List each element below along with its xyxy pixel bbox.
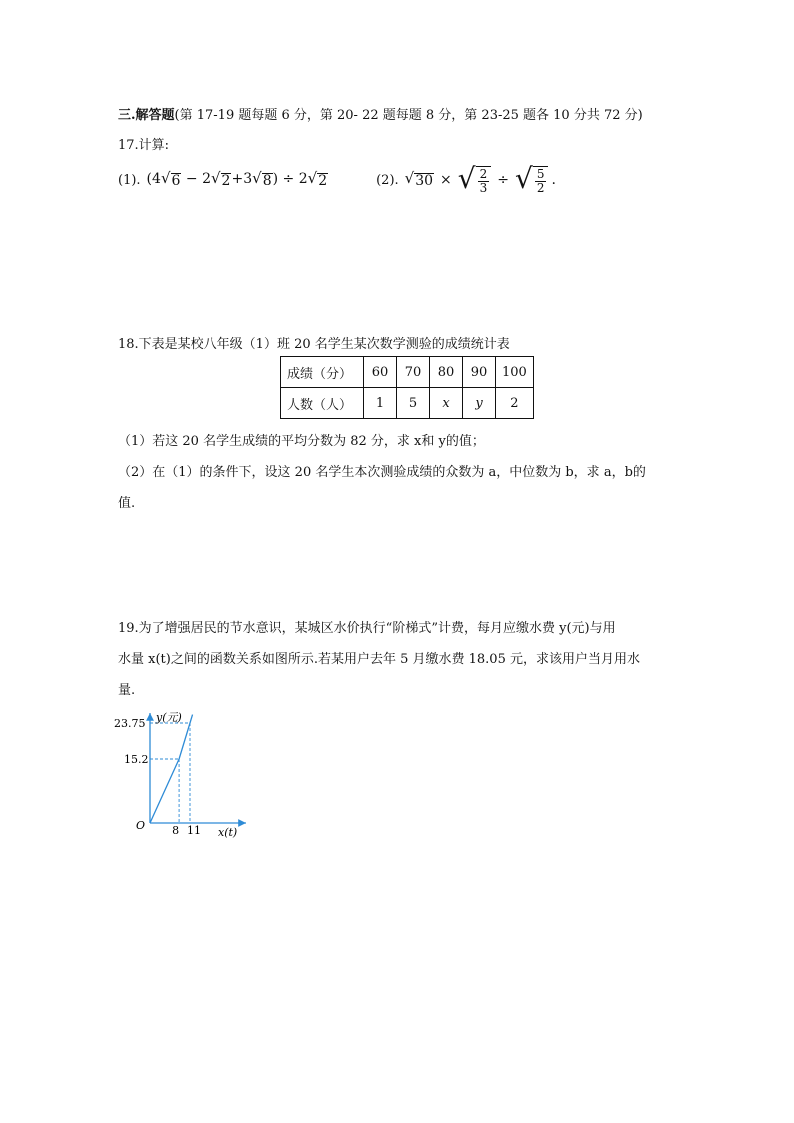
q18-part2: （2）在（1）的条件下，设这 20 名学生本次测验成绩的众数为 a，中位数为 b，求 a，b的 bbox=[118, 465, 646, 480]
x-axis-label: x(t) bbox=[218, 826, 238, 839]
q19-line2: 水量 x(t)之间的函数关系如图所示.若某用户去年 5 月缴水费 18.05 元，求该用户当月用水 bbox=[118, 652, 640, 667]
table-cell: 5 bbox=[397, 388, 430, 419]
q17-part1-expression: (4 √ 6 − 2 √ 2 +3 √ 8 ) ÷ 2 √ 2 bbox=[146, 168, 328, 189]
section-heading bbox=[118, 104, 643, 123]
x-tick-label: 11 bbox=[187, 824, 201, 837]
water-fee-graph bbox=[110, 705, 250, 845]
table-cell: x bbox=[430, 388, 463, 419]
table-header-cell: 成绩（分） bbox=[281, 357, 364, 388]
q18-title: 18.下表是某校八年级（1）班 20 名学生某次数学测验的成绩统计表 bbox=[118, 337, 510, 352]
table-header-cell: 人数（人） bbox=[281, 388, 364, 419]
score-table bbox=[280, 356, 534, 419]
x-tick-label: 8 bbox=[172, 824, 180, 837]
table-row bbox=[281, 357, 534, 388]
table-cell: 70 bbox=[397, 357, 430, 388]
q19-line3: 量. bbox=[118, 683, 136, 698]
table-cell: 60 bbox=[364, 357, 397, 388]
q17-title: 17.计算: bbox=[118, 138, 170, 153]
q19-line1: 19.为了增强居民的节水意识，某城区水价执行“阶梯式”计费，每月应缴水费 y(元)与用 bbox=[118, 621, 616, 636]
y-tick-label: 23.75 bbox=[114, 717, 146, 730]
table-cell: 80 bbox=[430, 357, 463, 388]
guide-lines bbox=[150, 723, 190, 823]
y-tick-label: 15.2 bbox=[124, 753, 149, 766]
q17-part2-expression: √ 30 × √ $\frac{2}{3}$ ÷ √ $\frac{5}{2}$ . bbox=[404, 161, 556, 195]
fee-line bbox=[150, 715, 193, 823]
section-title: 三.解答题 bbox=[118, 108, 175, 123]
q17-part2-label: (2). bbox=[376, 172, 399, 188]
q17-part1-label: (1). bbox=[118, 172, 141, 188]
table-cell: 2 bbox=[496, 388, 534, 419]
table-cell: 90 bbox=[463, 357, 496, 388]
y-axis-label: y(元) bbox=[156, 711, 182, 724]
q18-part1: （1）若这 20 名学生成绩的平均分数为 82 分，求 x和 y的值； bbox=[118, 434, 485, 449]
section-note: (第 17-19 题每题 6 分，第 20- 22 题每题 8 分，第 23-25 题各 10 分共 72 分) bbox=[174, 108, 643, 123]
q18-part2-continued: 值. bbox=[118, 496, 136, 511]
table-cell: 1 bbox=[364, 388, 397, 419]
q17-expressions bbox=[118, 160, 556, 200]
table-cell: 100 bbox=[496, 357, 534, 388]
table-cell: y bbox=[463, 388, 496, 419]
table-row bbox=[281, 388, 534, 419]
origin-label: O bbox=[136, 819, 146, 832]
